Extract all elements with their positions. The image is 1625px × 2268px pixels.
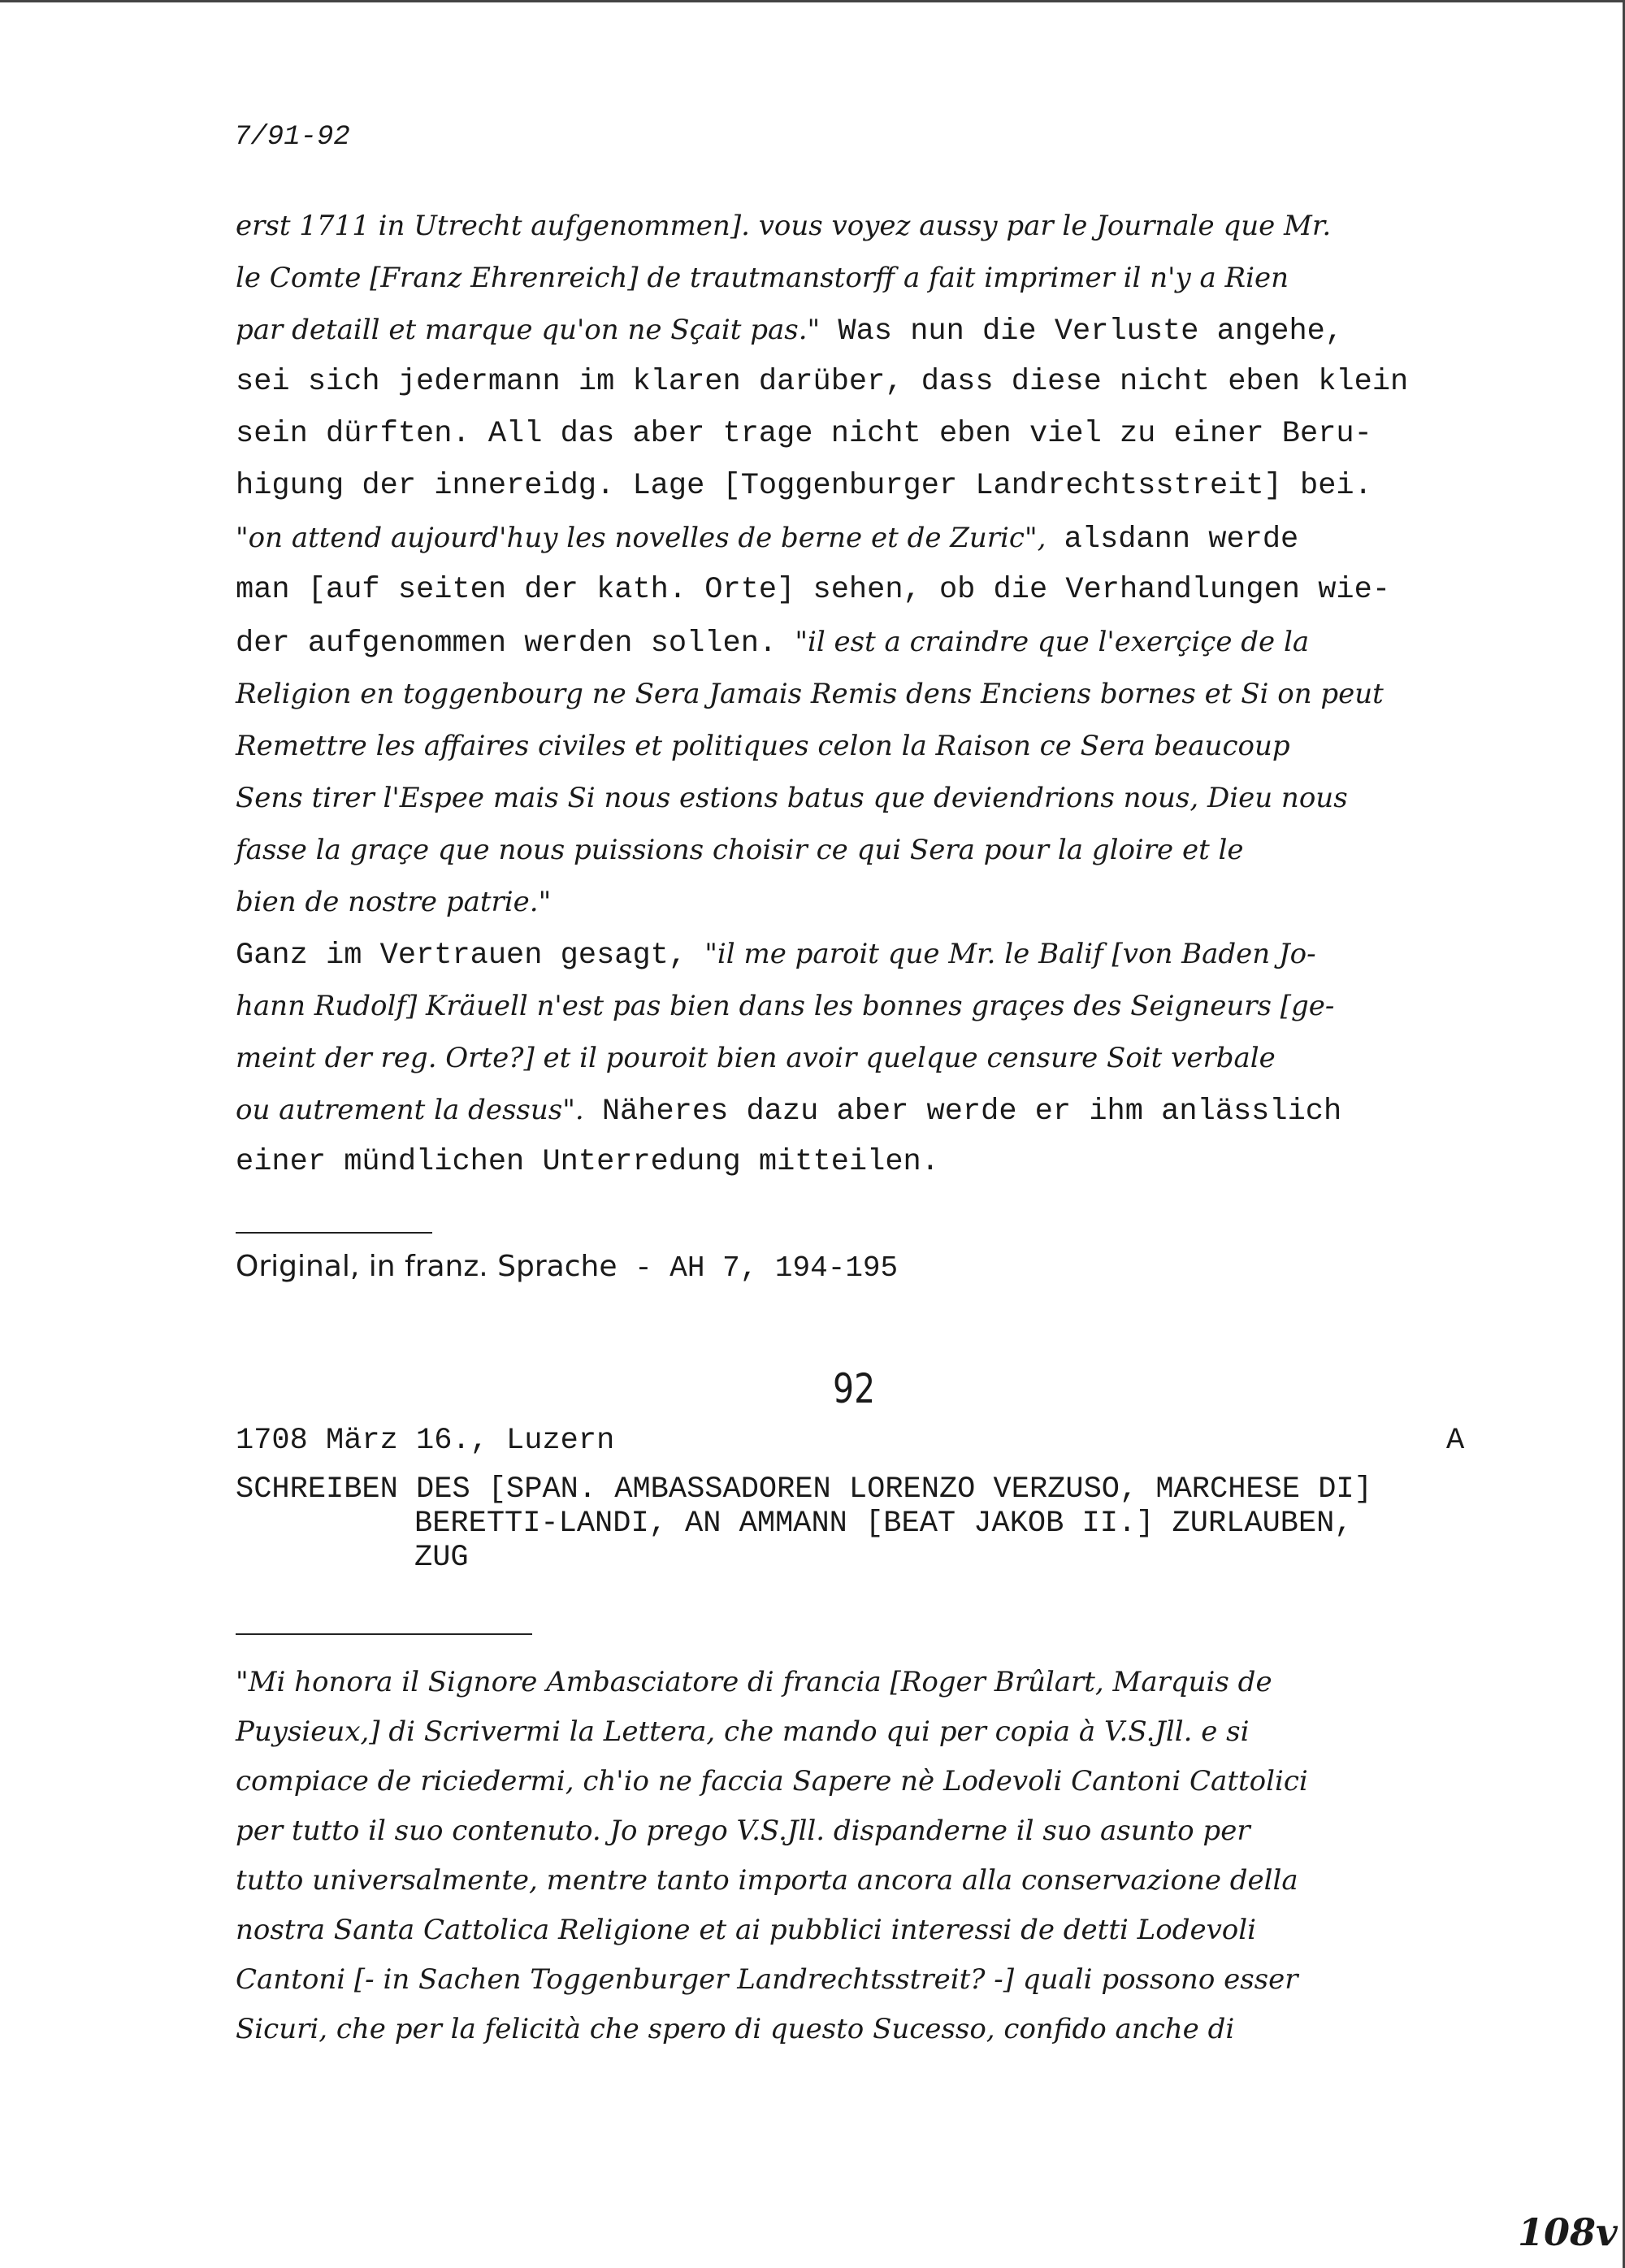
text-line: tutto universalmente, mentre tanto importa ancora alla conservazione della (236, 1864, 1298, 1897)
italian-letter-text (236, 1658, 1503, 2054)
text-line (236, 772, 1503, 824)
text-line (236, 408, 1503, 460)
document-heading (236, 1472, 1372, 1575)
summary-text: einer mündlichen Unterredung mitteilen. (236, 1145, 939, 1179)
summary-text: Näheres dazu aber werde er ihm anlässlich (583, 1095, 1342, 1129)
folio-number: 108v (1518, 2210, 1618, 2254)
quoted-text: hann Rudolf] Kräuell n'est pas bien dans les bonnes graçes des Seigneurs [ge- (236, 990, 1335, 1022)
document-marker: A (1446, 1424, 1465, 1458)
page-reference: 7/91-92 (234, 122, 350, 153)
summary-text: der aufgenommen werden sollen. (236, 627, 795, 661)
quoted-text: Sens tirer l'Espee mais Si nous estions batus que deviendrions nous, Dieu nous (236, 782, 1348, 814)
quoted-text: "il est a craindre que l'exerçiçe de la (795, 626, 1310, 658)
text-line (236, 200, 1503, 252)
quoted-text: "il me paroit que Mr. le Balif [von Baden Jo- (704, 938, 1316, 970)
source-note-archive: - AH 7, 194-195 (617, 1251, 899, 1285)
summary-text: sein dürften. All das aber trage nicht eben viel zu einer Beru- (236, 417, 1372, 451)
source-note-original: Original, in franz. Sprache (236, 1250, 618, 1283)
text-line (236, 616, 1503, 668)
text-line (236, 876, 1503, 928)
text-line (236, 304, 1503, 356)
text-line (236, 252, 1503, 304)
quoted-text: Remettre les affaires civiles et politiques celon la Raison ce Sera beaucoup (236, 730, 1290, 762)
scan-edge-top (0, 0, 1625, 2)
summary-text: Was nun die Verluste angehe, (820, 314, 1344, 349)
summary-text: Ganz im Vertrauen gesagt, (236, 939, 705, 973)
quoted-text: meint der reg. Orte?] et il pouroit bien avoir quelque censure Soit verbale (236, 1042, 1276, 1074)
quoted-text: bien de nostre patrie." (236, 886, 552, 918)
quoted-text: erst 1711 in Utrecht aufgenommen]. vous voyez aussy par le Journale que Mr. (236, 210, 1332, 242)
letter-summary-text (236, 200, 1503, 1188)
text-line: Puysieux,] di Scrivermi la Lettera, che mando qui per copia à V.S.Jll. e si (236, 1715, 1250, 1748)
text-line (236, 564, 1503, 616)
text-line (236, 928, 1503, 980)
text-line (236, 980, 1503, 1032)
text-line: compiace de riciedermi, ch'io ne faccia Sapere nè Lodevoli Cantoni Cattolici (236, 1765, 1308, 1797)
text-line (236, 824, 1503, 876)
heading-line: SCHREIBEN DES [SPAN. AMBASSADOREN LORENZO VERZUSO, MARCHESE DI] (236, 1472, 1372, 1507)
text-line: Sicuri, che per la felicità che spero di questo Sucesso, confido anche di (236, 2013, 1235, 2045)
summary-text: alsdann werde (1046, 523, 1299, 557)
summary-text: higung der innereidg. Lage [Toggenburger Landrechtsstreit] bei. (236, 469, 1372, 503)
summary-text: man [auf seiten der kath. Orte] sehen, ob die Verhandlungen wie- (236, 573, 1391, 607)
text-line (236, 460, 1503, 512)
text-line: "Mi honora il Signore Ambasciatore di francia [Roger Brûlart, Marquis de (236, 1666, 1272, 1698)
document-number: 92 (833, 1365, 876, 1412)
text-line: nostra Santa Cattolica Religione et ai pubblici interessi de detti Lodevoli (236, 1914, 1257, 1946)
footnote-rule (236, 1232, 432, 1234)
source-note (236, 1250, 898, 1285)
quoted-text: ou autrement la dessus". (236, 1094, 584, 1126)
quoted-text: fasse la graçe que nous puissions choisir ce qui Sera pour la gloire et le (236, 834, 1244, 866)
heading-line: ZUG (414, 1541, 469, 1575)
quoted-text: Religion en toggenbourg ne Sera Jamais Remis dens Enciens bornes et Si on peut (236, 678, 1384, 710)
quoted-text: "on attend aujourd'huy les novelles de berne et de Zuric", (236, 522, 1046, 554)
document-date-place: 1708 März 16., Luzern (236, 1424, 615, 1458)
text-line (236, 1032, 1503, 1084)
summary-text: sei sich jedermann im klaren darüber, dass diese nicht eben klein (236, 365, 1409, 399)
text-line: per tutto il suo contenuto. Jo prego V.S.Jll. dispanderne il suo asunto per (236, 1815, 1250, 1847)
text-line (236, 720, 1503, 772)
text-line (236, 1084, 1503, 1136)
text-line (236, 668, 1503, 720)
quoted-text: le Comte [Franz Ehrenreich] de trautmanstorff a fait imprimer il n'y a Rien (236, 262, 1289, 294)
heading-line: BERETTI-LANDI, AN AMMANN [BEAT JAKOB II.] ZURLAUBEN, (414, 1507, 1353, 1541)
quoted-text: par detaill et marque qu'on ne Sçait pas." (236, 314, 821, 346)
text-line: Cantoni [- in Sachen Toggenburger Landrechtsstreit? -] quali possono esser (236, 1963, 1298, 1996)
section-rule (236, 1633, 532, 1635)
text-line (236, 512, 1503, 564)
text-line (236, 356, 1503, 408)
text-line (236, 1136, 1503, 1188)
